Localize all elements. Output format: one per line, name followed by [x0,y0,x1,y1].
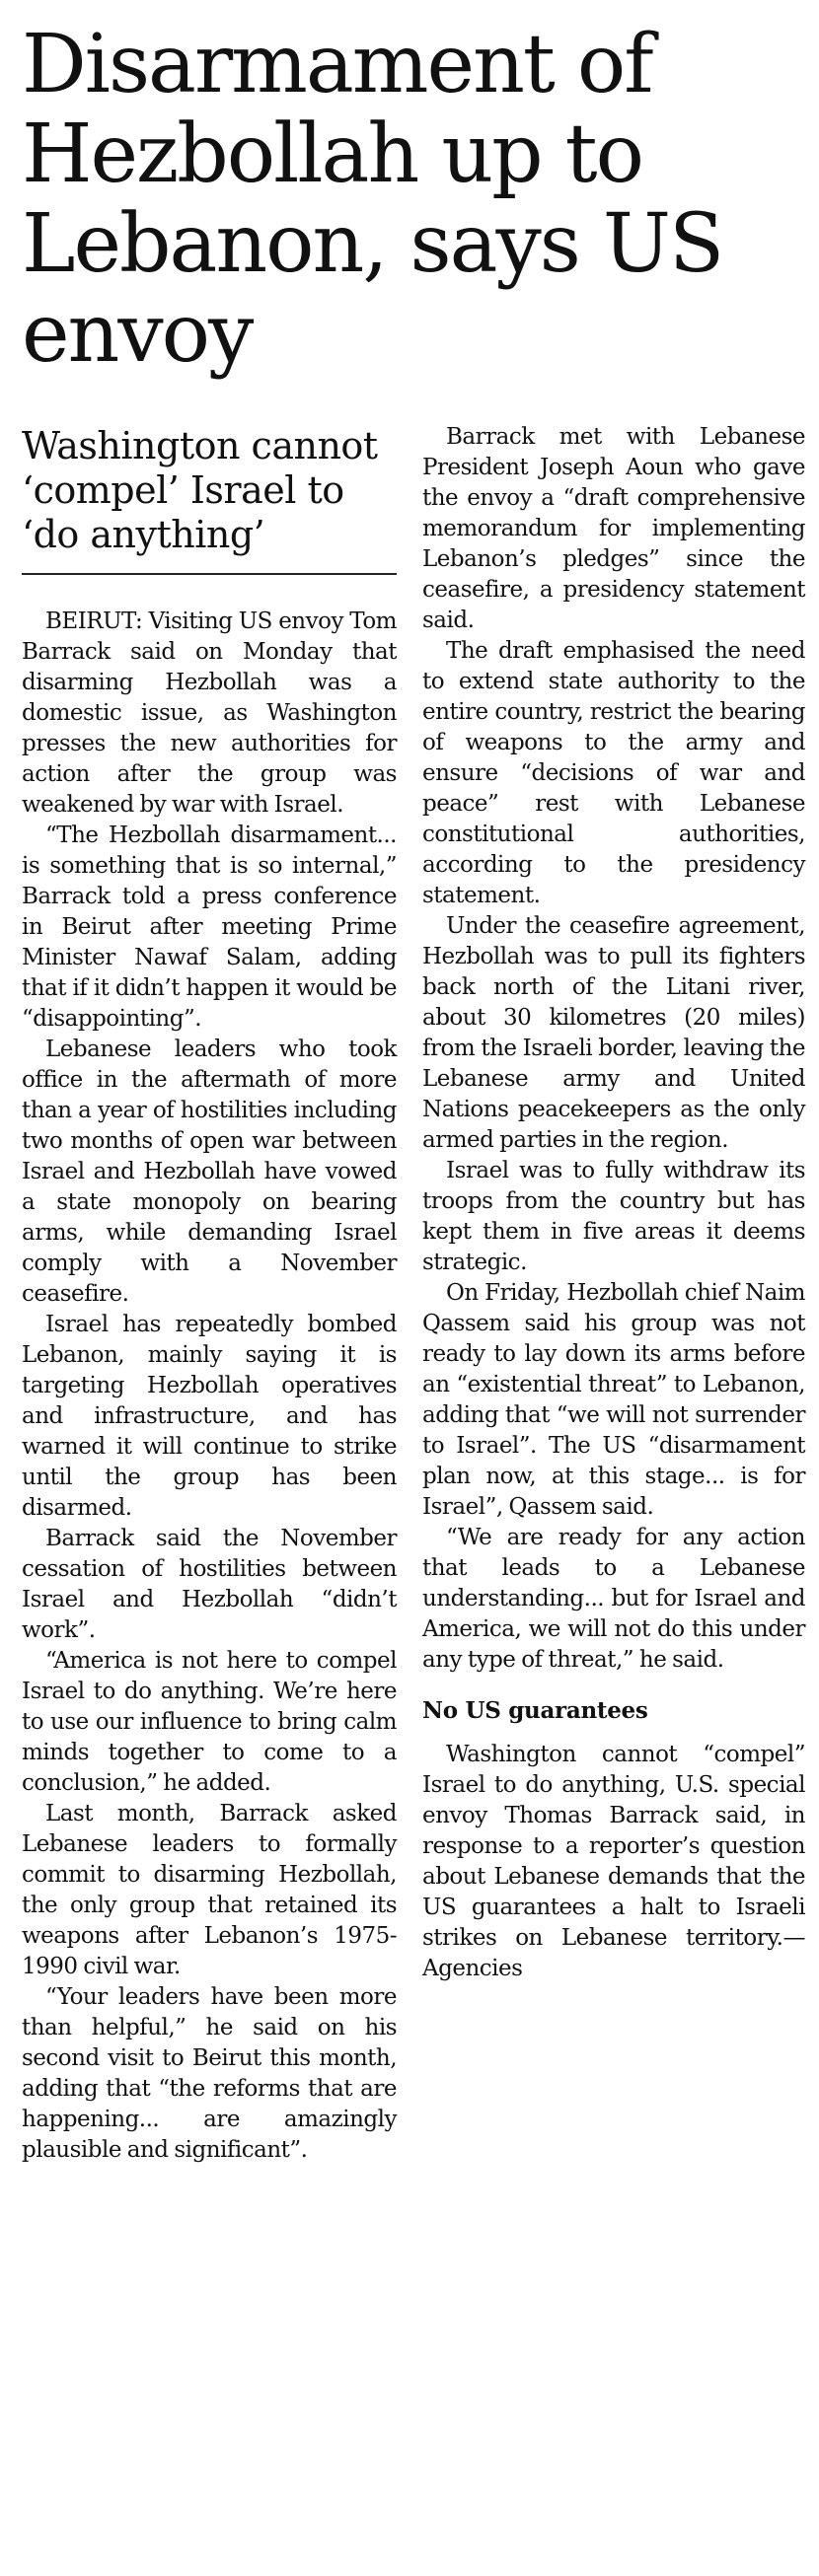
article-paragraph: Washington cannot “compel” Israel to do anything, U.S. special envoy Thomas Barrack said, in response to a reporter’s question about Lebanese demands that the US guarantees a halt to Israeli strikes on Lebanese territory.—Agencies [422,1742,805,1981]
article-paragraph: BEIRUT: Visiting US envoy Tom Barrack said on Monday that disarming Hezbollah was a domestic issue, as Washington presses the new authorities for action after the group was weakened by war with Israel. [22,608,397,818]
article-paragraph: “The Hezbollah disarmament... is something that is so internal,” Barrack told a press conference in Beirut after meeting Prime Minister Nawaf Salam, adding that if it didn’t happen it would be “disappointing”. [22,823,397,1032]
article-paragraph: “We are ready for any action that leads to a Lebanese understanding... but for Israel and America, we will not do this under any type of threat,” he said. [422,1525,805,1673]
article-paragraph: “Your leaders have been more than helpful,” he said on his second visit to Beirut this month, adding that “the reforms that are happening... are amazingly plausible and significant”. [22,1984,397,2163]
headline: Disarmament of Hezbollah up to Lebanon, says US envoy [22,18,723,381]
article-paragraph: Under the ceasefire agreement, Hezbollah was to pull its fighters back north of the Litani river, about 30 kilometres (20 miles) from the Israeli border, leaving the Lebanese army and United Nations peacekeepers as the only armed parties in the region. [422,913,805,1153]
section-heading: No US guarantees [422,1697,648,1724]
subheadline-divider [22,573,397,575]
article-paragraph: The draft emphasised the need to extend state authority to the entire country, restrict the bearing of weapons to the army and ensure “decisions of war and peace” rest with Lebanese constitutional authorities, according to the presidency statement. [422,638,805,908]
article-paragraph: Israel has repeatedly bombed Lebanon, mainly saying it is targeting Hezbollah operatives and infrastructure, and has warned it will continue to strike until the group has been disarmed. [22,1312,397,1521]
article-paragraph: Israel was to fully withdraw its troops from the country but has kept them in five areas it deems strategic. [422,1158,805,1275]
article-paragraph: “America is not here to compel Israel to do anything. We’re here to use our influence to bring calm minds together to come to a conclusion,” he added. [22,1648,397,1796]
article-paragraph: Last month, Barrack asked Lebanese leaders to formally commit to disarming Hezbollah, the only group that retained its weapons after Lebanon’s 1975-1990 civil war. [22,1801,397,1979]
subheadline: Washington cannot ‘compel’ Israel to ‘do anything’ [22,424,378,556]
left-column [22,424,397,2166]
article-paragraph: On Friday, Hezbollah chief Naim Qassem said his group was not ready to lay down its arms before an “existential threat” to Lebanon, adding that “we will not surrender to Israel”. The US “disarmament plan now, at this stage... is for Israel”, Qassem said. [422,1280,805,1520]
right-column [422,422,805,1984]
article-paragraph: Barrack met with Lebanese President Joseph Aoun who gave the envoy a “draft comprehensive memorandum for implementing Lebanon’s pledges” since the ceasefire, a presidency statement said. [422,424,805,633]
article-paragraph: Lebanese leaders who took office in the aftermath of more than a year of hostilities including two months of open war between Israel and Hezbollah have vowed a state monopoly on bearing arms, while demanding Israel comply with a November ceasefire. [22,1037,397,1307]
article-paragraph: Barrack said the November cessation of hostilities between Israel and Hezbollah “didn’t work”. [22,1526,397,1643]
